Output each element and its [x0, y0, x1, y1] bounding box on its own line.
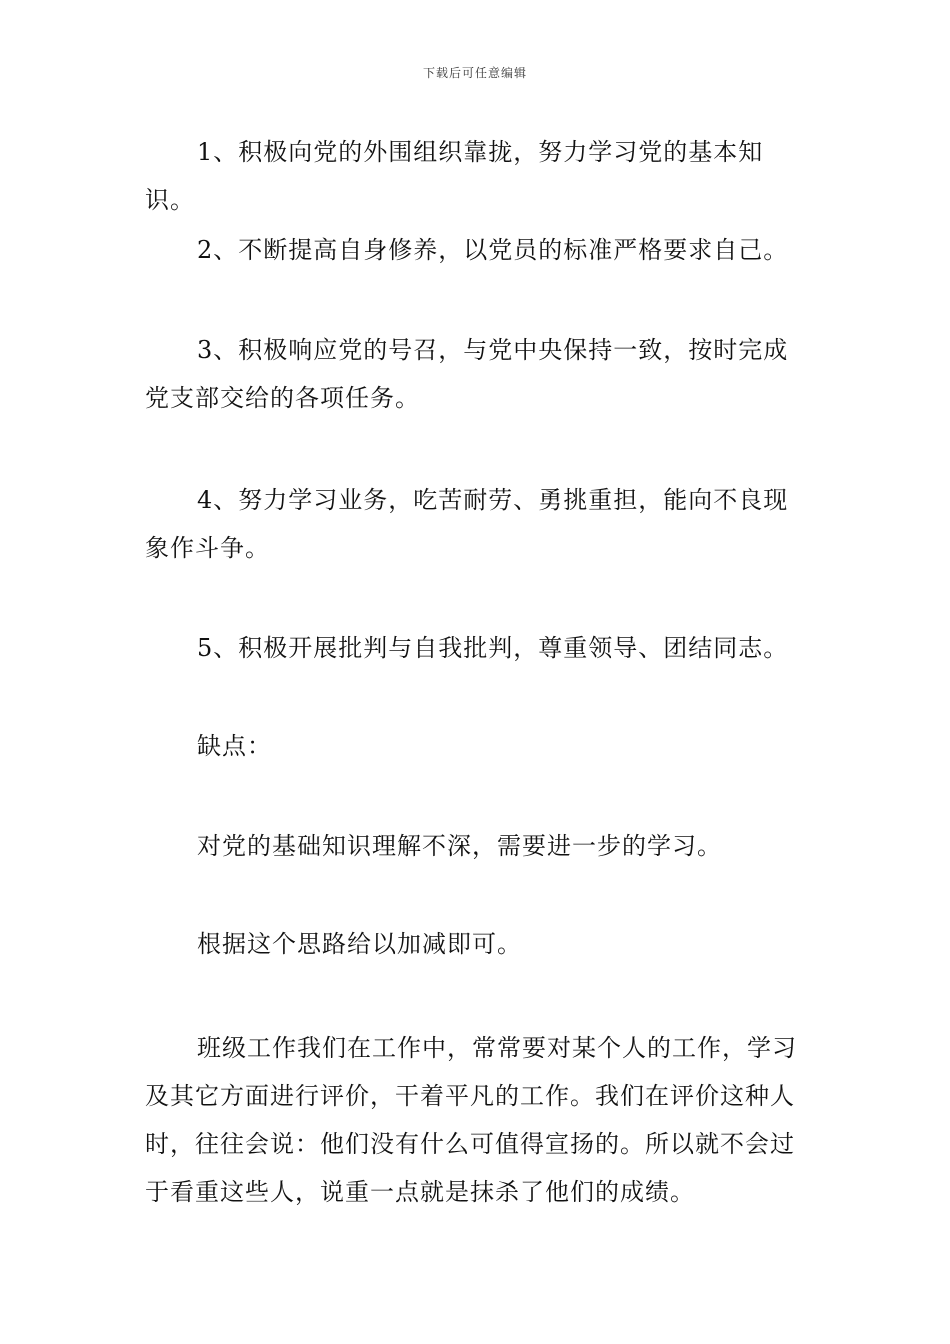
paragraph-item-2: 2、不断提高自身修养，以党员的标准严格要求自己。	[197, 236, 789, 264]
note-paragraph: 根据这个思路给以加减即可。	[197, 930, 522, 958]
paragraph-item-1: 1、积极向党的外围组织靠拢，努力学习党的基本知识。	[145, 138, 764, 214]
paragraph-item-3: 3、积极响应党的号召，与党中央保持一致，按时完成党支部交给的各项任务。	[145, 336, 789, 412]
paragraph-item-5: 5、积极开展批判与自我批判，尊重领导、团结同志。	[197, 634, 789, 662]
paragraph-item-4: 4、努力学习业务，吃苦耐劳、勇挑重担，能向不良现象作斗争。	[145, 486, 789, 562]
shortcomings-text: 对党的基础知识理解不深，需要进一步的学习。	[197, 832, 722, 860]
shortcomings-heading: 缺点：	[197, 732, 272, 760]
page-header: 下载后可任意编辑	[422, 66, 527, 80]
body-paragraph: 班级工作我们在工作中，常常要对某个人的工作，学习及其它方面进行评价，干着平凡的工作。我们在评价这种人时，往往会说：他们没有什么可值得宣扬的。所以就不会过于看重这些人，说重一点就是抹杀了他们的成绩。	[145, 1034, 797, 1206]
